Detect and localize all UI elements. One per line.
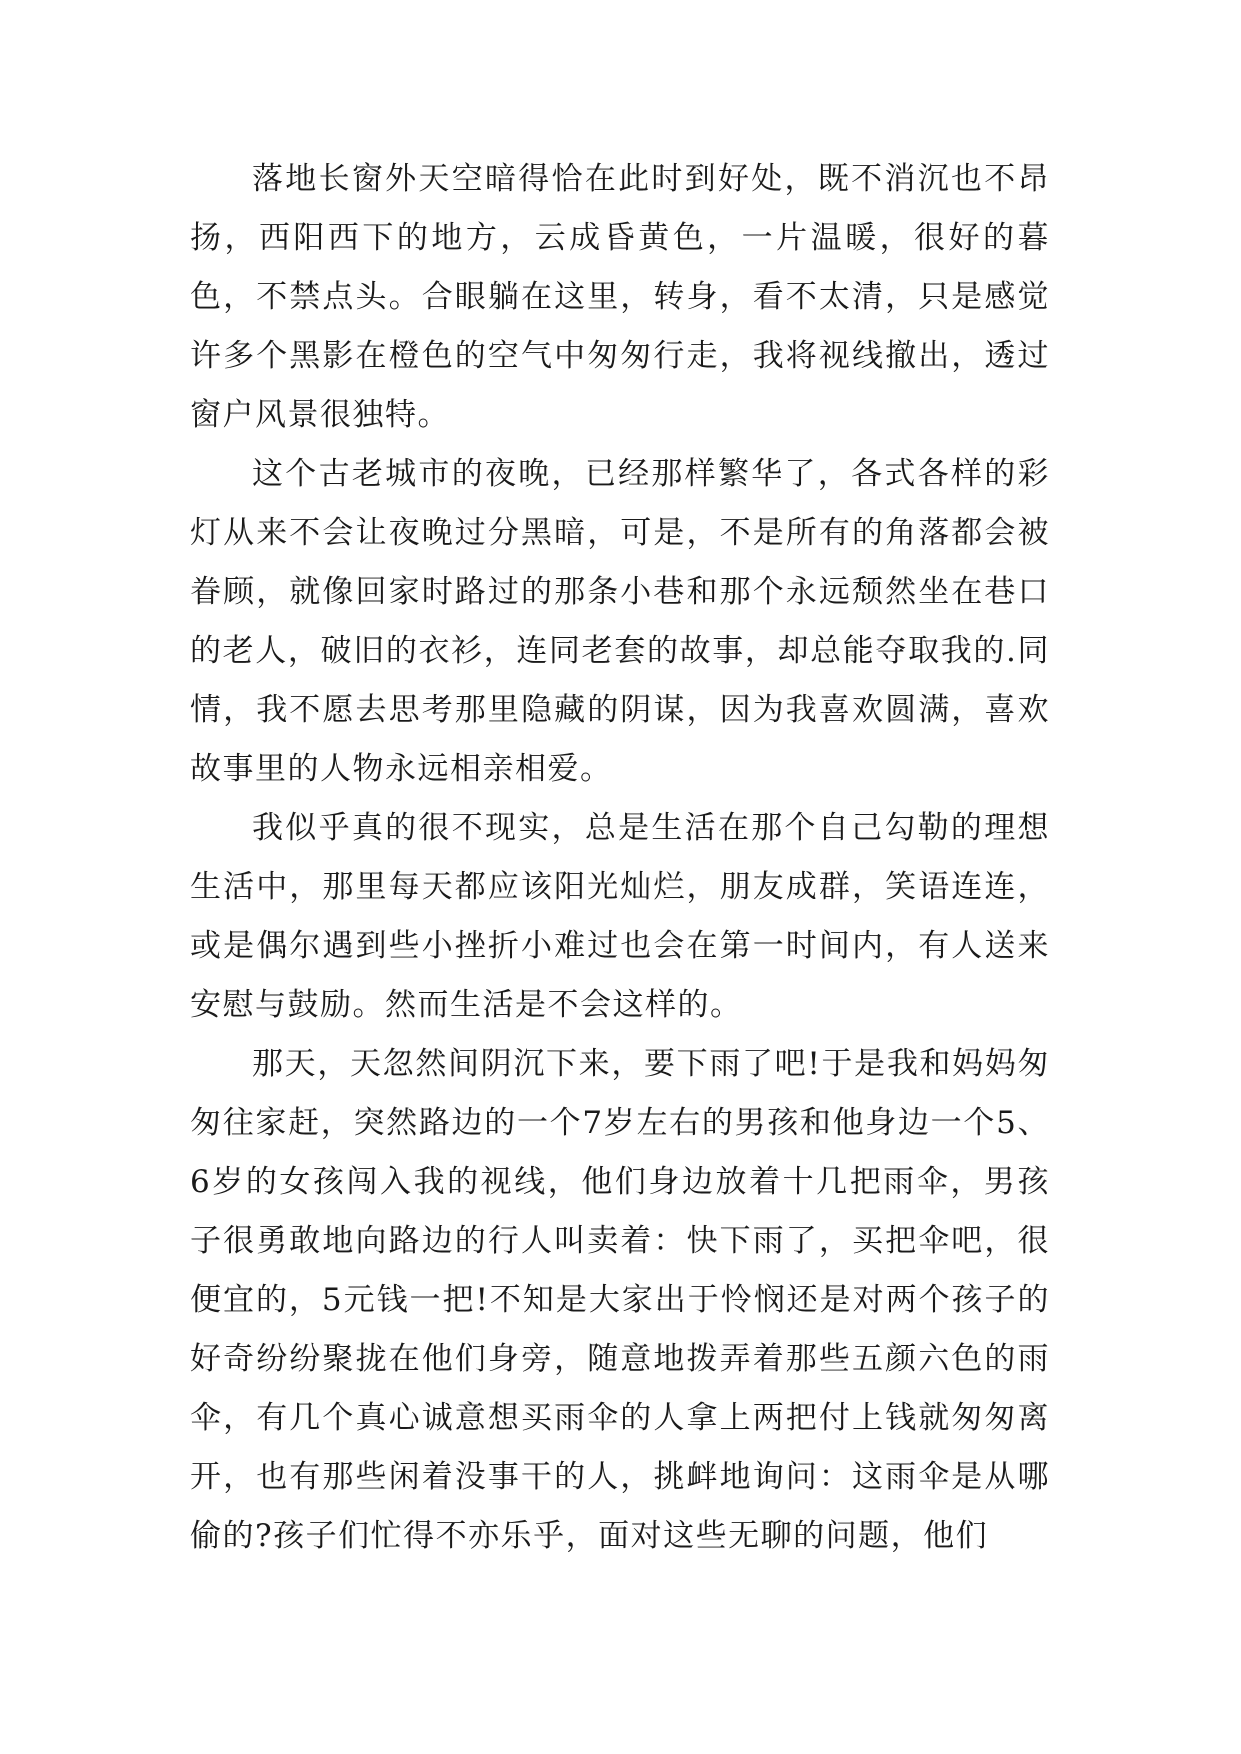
paragraph-1: 落地长窗外天空暗得恰在此时到好处，既不消沉也不昂扬，西阳西下的地方，云成昏黄色，一片温暖，很好的暮色，不禁点头。合眼躺在这里，转身，看不太清，只是感觉许多个黑影在橙色的空气中匆匆行走，我将视线撤出，透过窗户风景很独特。 (190, 161, 1050, 433)
document-body (190, 150, 1050, 1566)
paragraph-3: 我似乎真的很不现实，总是生活在那个自己勾勒的理想生活中，那里每天都应该阳光灿烂，朋友成群，笑语连连，或是偶尔遇到些小挫折小难过也会在第一时间内，有人送来安慰与鼓励。然而生活是不会这样的。 (190, 810, 1050, 1023)
paragraph-2: 这个古老城市的夜晚，已经那样繁华了，各式各样的彩灯从来不会让夜晚过分黑暗，可是，不是所有的角落都会被眷顾，就像回家时路过的那条小巷和那个永远颓然坐在巷口的老人，破旧的衣衫，连同老套的故事，却总能夺取我的.同情，我不愿去思考那里隐藏的阴谋，因为我喜欢圆满，喜欢故事里的人物永远相亲相爱。 (190, 456, 1050, 787)
paragraph-4: 那天，天忽然间阴沉下来，要下雨了吧!于是我和妈妈匆匆往家赶，突然路边的一个7岁左右的男孩和他身边一个5、6岁的女孩闯入我的视线，他们身边放着十几把雨伞，男孩子很勇敢地向路边的行人叫卖着：快下雨了，买把伞吧，很便宜的，5元钱一把!不知是大家出于怜悯还是对两个孩子的好奇纷纷聚拢在他们身旁，随意地拨弄着那些五颜六色的雨伞，有几个真心诚意想买雨伞的人拿上两把付上钱就匆匆离开，也有那些闲着没事干的人，挑衅地询问：这雨伞是从哪偷的?孩子们忙得不亦乐乎，面对这些无聊的问题，他们 (190, 1046, 1050, 1554)
